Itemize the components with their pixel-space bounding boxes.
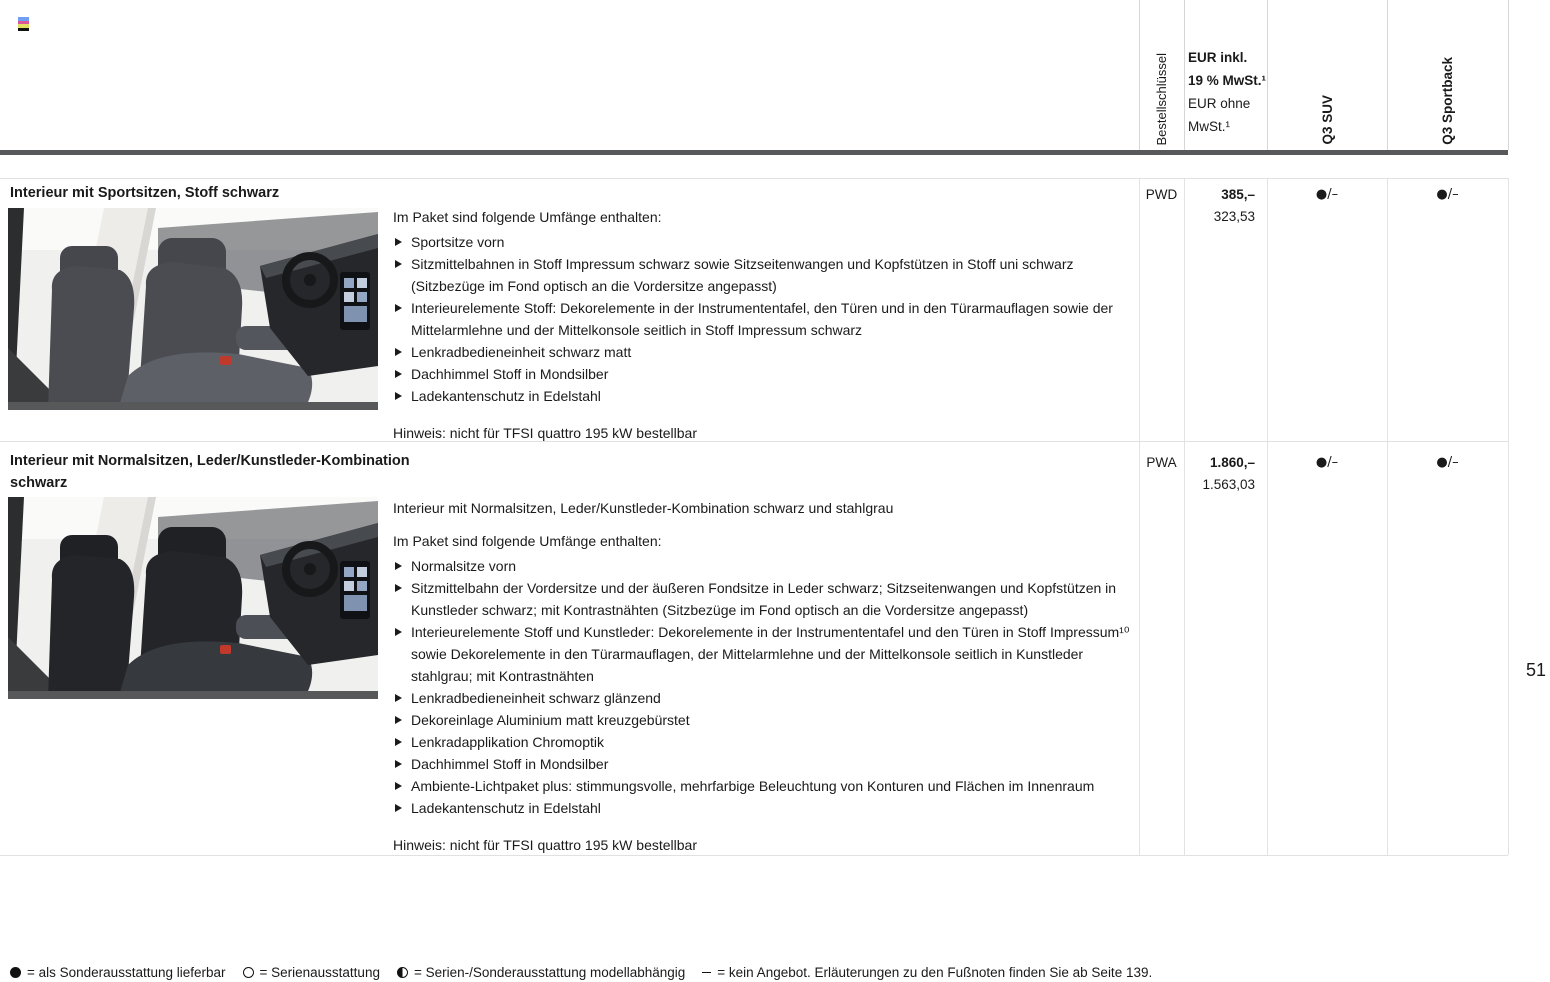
package-bullet: Lenkradbedieneinheit schwarz glänzend — [393, 687, 1130, 709]
legend-item — [243, 965, 380, 980]
package-bullet: Lenkradapplikation Chromoptik — [393, 731, 1130, 753]
color-registration-mark-icon — [18, 17, 29, 31]
price-gross: 1.860,– — [1209, 455, 1255, 470]
body-column-divider — [1267, 178, 1268, 855]
legend-item — [397, 965, 685, 980]
price-net: 323,53 — [1213, 209, 1255, 224]
package-contents-list — [393, 231, 1130, 407]
price-header-line: 19 % MwSt.¹ — [1188, 73, 1267, 88]
body-column-divider — [1139, 178, 1140, 855]
option-intro: Interieur mit Normalsitzen, Leder/Kunstleder-Kombination schwarz und stahlgrau — [393, 500, 894, 516]
package-bullet: Ambiente-Lichtpaket plus: stimmungsvolle, mehrfarbige Beleuchtung von Konturen und Flächen im Innenraum — [393, 775, 1130, 797]
package-bullet: Dachhimmel Stoff in Mondsilber — [393, 753, 1130, 775]
package-bullet: Normalsitze vorn — [393, 555, 1130, 577]
interior-photo-normal-seats — [8, 497, 378, 699]
availability-q3-suv: ●/– — [1315, 187, 1339, 202]
row-divider — [0, 178, 1508, 179]
filled-circle-icon — [10, 967, 21, 978]
availability-note: Hinweis: nicht für TFSI quattro 195 kW bestellbar — [393, 837, 697, 853]
price-header-line: MwSt.¹ — [1188, 119, 1230, 134]
interior-photo-sport-seats — [8, 208, 378, 410]
package-bullet: Lenkradbedieneinheit schwarz matt — [393, 341, 1130, 363]
package-bullet: Dachhimmel Stoff in Mondsilber — [393, 363, 1130, 385]
option-description — [393, 497, 1130, 870]
package-contents-list — [393, 555, 1130, 819]
option-title: Interieur mit Normalsitzen, Leder/Kunstleder-Kombination schwarz — [10, 453, 410, 491]
body-column-divider — [1387, 178, 1388, 855]
legend-text: = Serien-/Sonderausstattung modellabhängig — [413, 965, 686, 980]
legend-item — [10, 965, 226, 980]
price-net: 1.563,03 — [1202, 477, 1255, 492]
availability-note: Hinweis: nicht für TFSI quattro 195 kW bestellbar — [393, 425, 697, 441]
price-cell — [1184, 184, 1255, 228]
order-code-label: Bestellschlüssel — [1154, 52, 1169, 145]
price-header-line: EUR inkl. — [1188, 50, 1248, 65]
option-title: Interieur mit Sportsitzen, Stoff schwarz — [10, 185, 280, 201]
header-column-divider — [1508, 0, 1509, 150]
page-number: 51 — [1526, 660, 1547, 680]
package-bullet: Ladekantenschutz in Edelstahl — [393, 385, 1130, 407]
price-gross: 385,– — [1221, 187, 1255, 202]
price-header-line: EUR ohne — [1188, 96, 1251, 111]
dash-icon — [702, 972, 711, 973]
legend-item — [702, 965, 1152, 980]
order-code-cell: PWD — [1145, 187, 1178, 202]
half-filled-circle-icon — [397, 967, 408, 978]
package-bullet: Interieurelemente Stoff und Kunstleder: Dekorelemente in der Instrumententafel und den Türen in Stoff Impressum¹⁰ sowie Dekorelemente in den Türarmauflagen, der Mittelarmlehne und der Mittelkonsole seitlich in Kunstleder stahlgrau; mit Kontrastnähten — [393, 621, 1130, 687]
availability-q3-sportback: ●/– — [1436, 187, 1459, 202]
footnote-legend — [10, 965, 1152, 980]
legend-text: = kein Angebot. Erläuterungen zu den Fußnoten finden Sie ab Seite 139. — [717, 965, 1153, 980]
column-header-order-code — [1139, 0, 1184, 145]
package-bullet: Dekoreinlage Aluminium matt kreuzgebürstet — [393, 709, 1130, 731]
open-circle-icon — [243, 967, 254, 978]
body-column-divider — [1508, 178, 1509, 855]
order-code-cell: PWA — [1146, 455, 1177, 470]
package-bullet: Ladekantenschutz in Edelstahl — [393, 797, 1130, 819]
price-cell — [1184, 452, 1255, 496]
option-description — [393, 206, 1130, 458]
column-header-q3-suv: Q3 SUV — [1319, 95, 1335, 145]
availability-q3-suv: ●/– — [1315, 455, 1339, 470]
package-bullet: Sitzmittelbahnen in Stoff Impressum schwarz sowie Sitzseitenwangen und Kopfstützen in Stoff uni schwarz (Sitzbezüge im Fond optisch an die Vordersitze angepasst) — [393, 253, 1130, 297]
package-heading: Im Paket sind folgende Umfänge enthalten: — [393, 209, 662, 225]
package-bullet: Sitzmittelbahn der Vordersitze und der äußeren Fondsitze in Leder schwarz; Sitzseitenwangen und Kopfstützen in Kunstleder schwarz; mit Kontrastnähten (Sitzbezüge im Fond optisch an die Vordersitze angepasst) — [393, 577, 1130, 621]
availability-q3-sportback: ●/– — [1436, 455, 1459, 470]
header-rule — [0, 150, 1508, 155]
package-heading: Im Paket sind folgende Umfänge enthalten: — [393, 533, 662, 549]
package-bullet: Interieurelemente Stoff: Dekorelemente in der Instrumententafel, den Türen und in den Türarmauflagen sowie der Mittelarmlehne und der Mittelkonsole seitlich in Stoff Impressum schwarz — [393, 297, 1130, 341]
column-header-q3-sportback: Q3 Sportback — [1440, 57, 1455, 145]
legend-text: = Serienausstattung — [259, 965, 380, 980]
legend-text: = als Sonderausstattung lieferbar — [27, 965, 226, 980]
header-column-divider — [1184, 0, 1185, 150]
body-column-divider — [1184, 178, 1185, 855]
column-header-price — [1188, 46, 1266, 138]
package-bullet: Sportsitze vorn — [393, 231, 1130, 253]
